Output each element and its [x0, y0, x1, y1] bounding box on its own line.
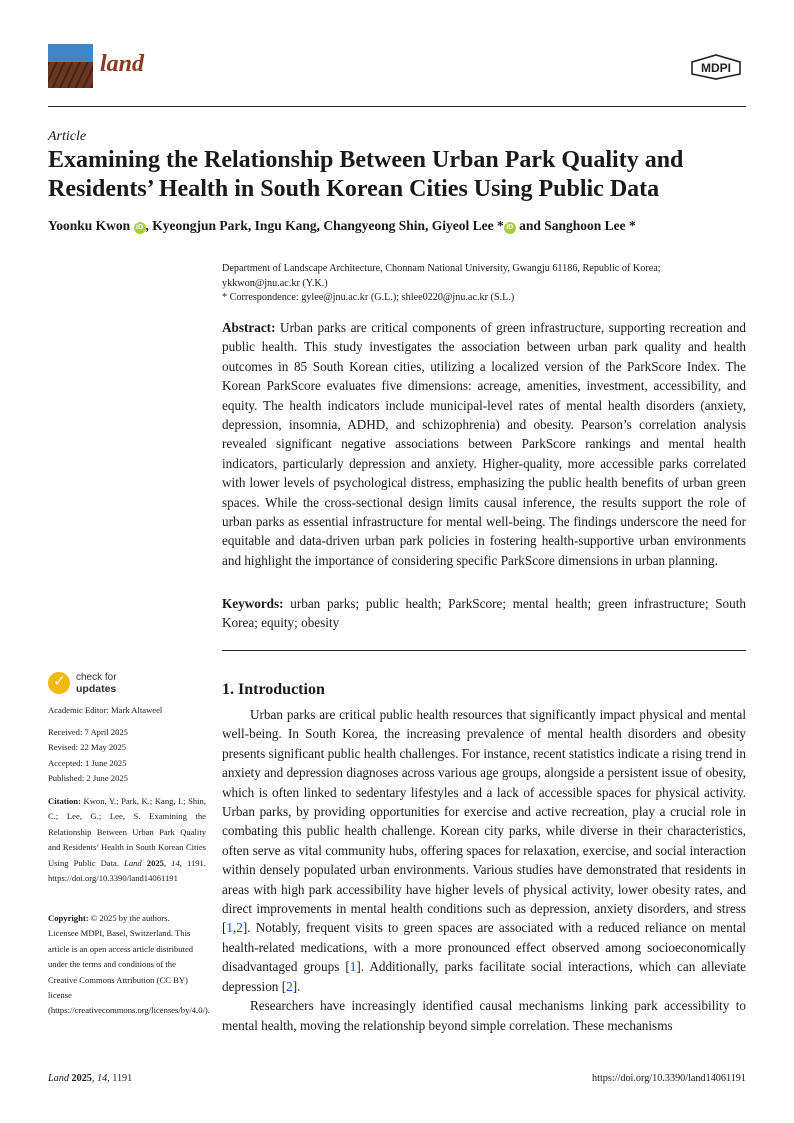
check-for-label: check for — [76, 672, 117, 683]
intro-paragraph-1 — [222, 705, 746, 996]
mdpi-logo — [688, 54, 744, 80]
footer-page: , 1191 — [107, 1073, 133, 1084]
footer-doi-link[interactable]: https://doi.org/10.3390/land14061191 — [592, 1073, 746, 1084]
author-separator: , — [145, 218, 149, 233]
citation-volume: 14 — [171, 857, 180, 868]
affiliation-block — [222, 262, 746, 306]
copyright-label: Copyright: — [48, 913, 89, 923]
author-group[interactable]: Kyeongjun Park, Ingu Kang, Changyeong Shin, Giyeol Lee * — [152, 218, 504, 233]
check-for-updates-badge[interactable] — [48, 672, 168, 696]
date-received: Received: 7 April 2025 — [48, 727, 128, 737]
author-1[interactable]: Yoonku Kwon — [48, 218, 131, 233]
academic-editor: Academic Editor: Mark Altaweel — [48, 705, 163, 715]
publication-dates — [48, 725, 208, 787]
orcid-icon[interactable]: iD — [134, 222, 146, 234]
paragraph-text: ]. — [292, 978, 301, 994]
author-list — [48, 218, 748, 234]
date-published: Published: 2 June 2025 — [48, 773, 128, 784]
paragraph-text: ]. Notably, frequent visits to green spaces are associated with a reduced reliance on mental health-related medications, with a more pronounced effect observed among socioeconomically disadvantaged groups [ — [222, 920, 746, 975]
date-accepted: Accepted: 1 June 2025 — [48, 757, 127, 768]
citation-text: Kwon, Y.; Park, K.; Kang, I.; Shin, C.; Lee, G.; Lee, S. Examining the Relationship Between Urban Park Quality and Residents’ Health in South Korean Cities Using Public Data. — [48, 796, 206, 868]
citation-journal: Land — [124, 857, 142, 868]
intro-paragraph-2: Researchers have increasingly identified causal mechanisms linking park accessibility to mental health, moving the relationship beyond simple correlation. These mechanisms — [222, 998, 746, 1033]
section-heading: 1. Introduction — [222, 681, 325, 698]
citation-link[interactable]: 2 — [286, 978, 293, 994]
logo-sky — [48, 44, 93, 62]
paragraph-text: ]. Additionally, parks facilitate social interactions, which can alleviate depression [ — [222, 959, 746, 994]
keywords-text: urban parks; public health; ParkScore; mental health; green infrastructure; South Korea; equity; obesity — [222, 596, 747, 631]
citation-year: 2025 — [146, 857, 164, 868]
article-type: Article — [48, 129, 87, 144]
author-last[interactable]: and Sanghoon Lee * — [519, 218, 636, 233]
logo-field — [48, 62, 93, 88]
date-revised: Revised: 22 May 2025 — [48, 742, 127, 753]
footer-journal: Land — [48, 1073, 69, 1084]
copyright-block — [48, 911, 210, 1019]
citation-link[interactable]: 1 — [226, 920, 233, 936]
keywords — [222, 594, 746, 633]
citation-label: Citation: — [48, 796, 81, 806]
citation-block: Citation: Kwon, Y.; Park, K.; Kang, I.; Shin, C.; Lee, G.; Lee, S. Examining the Relationship Between Urban Park Quality and Residents’ Health in South Korean Cities Using Public Data. Land 2025, 14, 1191. https://doi.org/10.3390/land14061191 — [48, 796, 206, 884]
abstract-text: Urban parks are critical components of green infrastructure, supporting recreation and public health. This study investigates the association between urban park quality and health outcomes in 85 South Korean cities, utilizing a localized version of the ParkScore Index. The Korean ParkScore evaluates five dimensions: acreage, amenities, investment, accessibility, and equity. The health indicators include municipal-level rates of mental health disorders (anxiety, depression, insomnia, ADHD, and schizophrenia) and obesity. Pearson’s correlation analysis revealed significant negative associations between ParkScore rankings and mental health indicators, particularly depression and anxiety. Higher-quality, more accessible parks correlated with lower levels of psychological distress, emphasizing the public health benefits of urban green spaces. While the cross-sectional design limits causal inference, the results support the role of urban parks as essential infrastructure for mental well-being. The findings underscore the need for equitable and data-driven urban park policies in fostering health-supportive urban environments and highlight the importance of considering specific ParkScore dimensions in urban planning. — [222, 320, 747, 568]
check-updates-icon: ✓ — [48, 672, 70, 694]
intro-body — [222, 705, 746, 1035]
footer-citation: Land 2025, 14, 1191 — [48, 1073, 133, 1084]
affiliation-email[interactable]: ykkwon@jnu.ac.kr (Y.K.) — [222, 277, 328, 289]
updates-label: updates — [76, 683, 117, 695]
footer-volume: 14 — [96, 1073, 108, 1084]
citation-doi[interactable]: , 1191. https://doi.org/10.3390/land14061191 — [48, 857, 206, 884]
journal-name: land — [100, 51, 145, 77]
journal-logo — [48, 44, 93, 88]
header-divider — [48, 106, 746, 107]
orcid-icon[interactable]: iD — [504, 222, 516, 234]
mdpi-logo-text: MDPI — [701, 61, 731, 75]
correspondence: * Correspondence: gylee@jnu.ac.kr (G.L.); shlee0220@jnu.ac.kr (S.L.) — [222, 292, 515, 303]
abstract — [222, 318, 746, 570]
footer-year: 2025 — [71, 1073, 92, 1084]
citation-separator: , — [233, 920, 237, 936]
citation-link[interactable]: 2 — [236, 920, 243, 936]
keywords-label: Keywords: — [222, 596, 284, 611]
section-divider — [222, 650, 746, 651]
citation-link[interactable]: 1 — [349, 959, 357, 975]
affiliation-line: Department of Landscape Architecture, Chonnam National University, Gwangju 61186, Republic of Korea; — [222, 263, 661, 274]
article-title: Examining the Relationship Between Urban Park Quality and Residents’ Health in South Korean Cities Using Public Data — [48, 147, 684, 202]
copyright-text: © 2025 by the authors. Licensee MDPI, Basel, Switzerland. This article is an open access article distributed under the terms and conditions of the Creative Commons Attribution (CC BY) license (https://creativecommons.org/licenses/by/4.0/). — [48, 913, 210, 1016]
abstract-label: Abstract: — [222, 320, 276, 335]
paragraph-text: Urban parks are critical public health resources that significantly impact physical and mental well-being. In South Korea, the increasing prevalence of mental health disorders and obesity presents significant public health challenges. For instance, recent statistics indicate a rising trend in anxiety and depression diagnoses across various age groups, alongside a persistent issue of obesity, which is often linked to sedentary lifestyles and a lack of accessible spaces for physical activity. Urban parks, by providing opportunities for exercise and active recreation, play a crucial role in combating this public health challenge. Korean city parks, while diverse in their characteristics, often serve as vital community hubs, offering spaces for relaxation, exercise, and social interaction within densely populated urban environments. Various studies have demonstrated that residents in areas with high park accessibility have higher levels of physical activity, lower obesity rates, and direct improvements in mental health conditions such as depression, anxiety disorders, and stress [ — [222, 707, 746, 936]
